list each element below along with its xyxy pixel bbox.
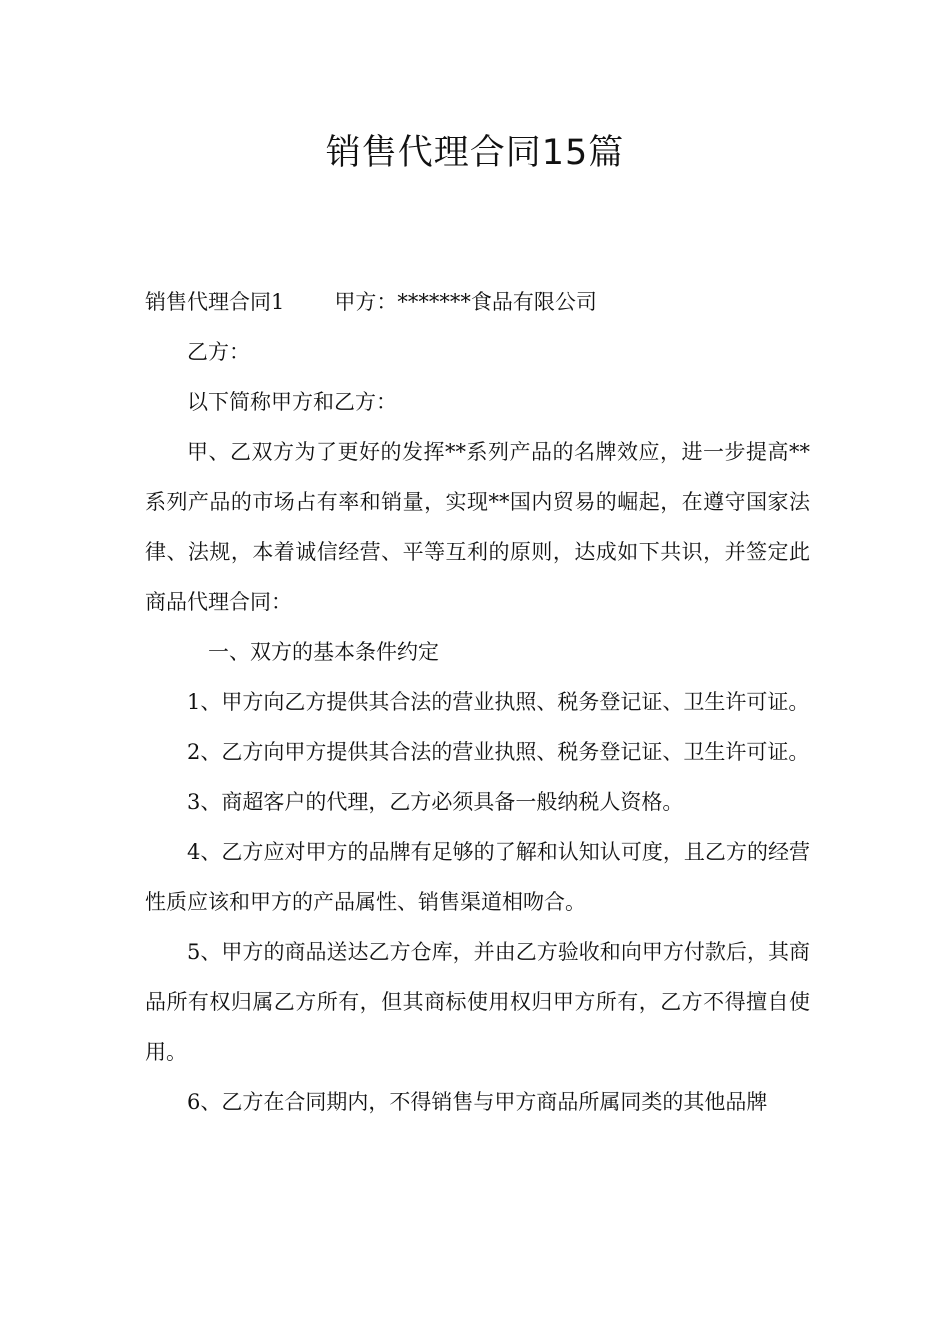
section-heading: 一、双方的基本条件约定: [208, 640, 439, 664]
clause-6: 6、乙方在合同期内，不得销售与甲方商品所属同类的其他品牌: [187, 1090, 768, 1114]
clause-3: 3、商超客户的代理，乙方必须具备一般纳税人资格。: [187, 790, 684, 814]
clause-4: 4、乙方应对甲方的品牌有足够的了解和认知认可度，且乙方的经营性质应该和甲方的产品属性、销售渠道相吻合。: [145, 840, 810, 914]
clause-1: 1、甲方向乙方提供其合法的营业执照、税务登记证、卫生许可证。: [187, 690, 810, 714]
document-title: 销售代理合同15篇: [325, 133, 625, 173]
abbreviation-note: 以下简称甲方和乙方：: [187, 390, 397, 414]
party-a-line: 甲方：*******食品有限公司: [334, 290, 597, 314]
contract-heading-line: [145, 277, 810, 327]
clause-5: 5、甲方的商品送达乙方仓库，并由乙方验收和向甲方付款后，其商品所有权归属乙方所有，但其商标使用权归甲方所有，乙方不得擅自使用。: [145, 940, 810, 1064]
party-b-line: 乙方：: [187, 340, 250, 364]
contract-heading: 销售代理合同1: [145, 290, 285, 314]
preamble-paragraph: 甲、乙双方为了更好的发挥**系列产品的名牌效应，进一步提高**系列产品的市场占有率和销量，实现**国内贸易的崛起，在遵守国家法律、法规，本着诚信经营、平等互利的原则，达成如下共识，并签定此商品代理合同：: [145, 440, 810, 614]
document-body: [145, 277, 810, 1127]
clause-2: 2、乙方向甲方提供其合法的营业执照、税务登记证、卫生许可证。: [187, 740, 810, 764]
